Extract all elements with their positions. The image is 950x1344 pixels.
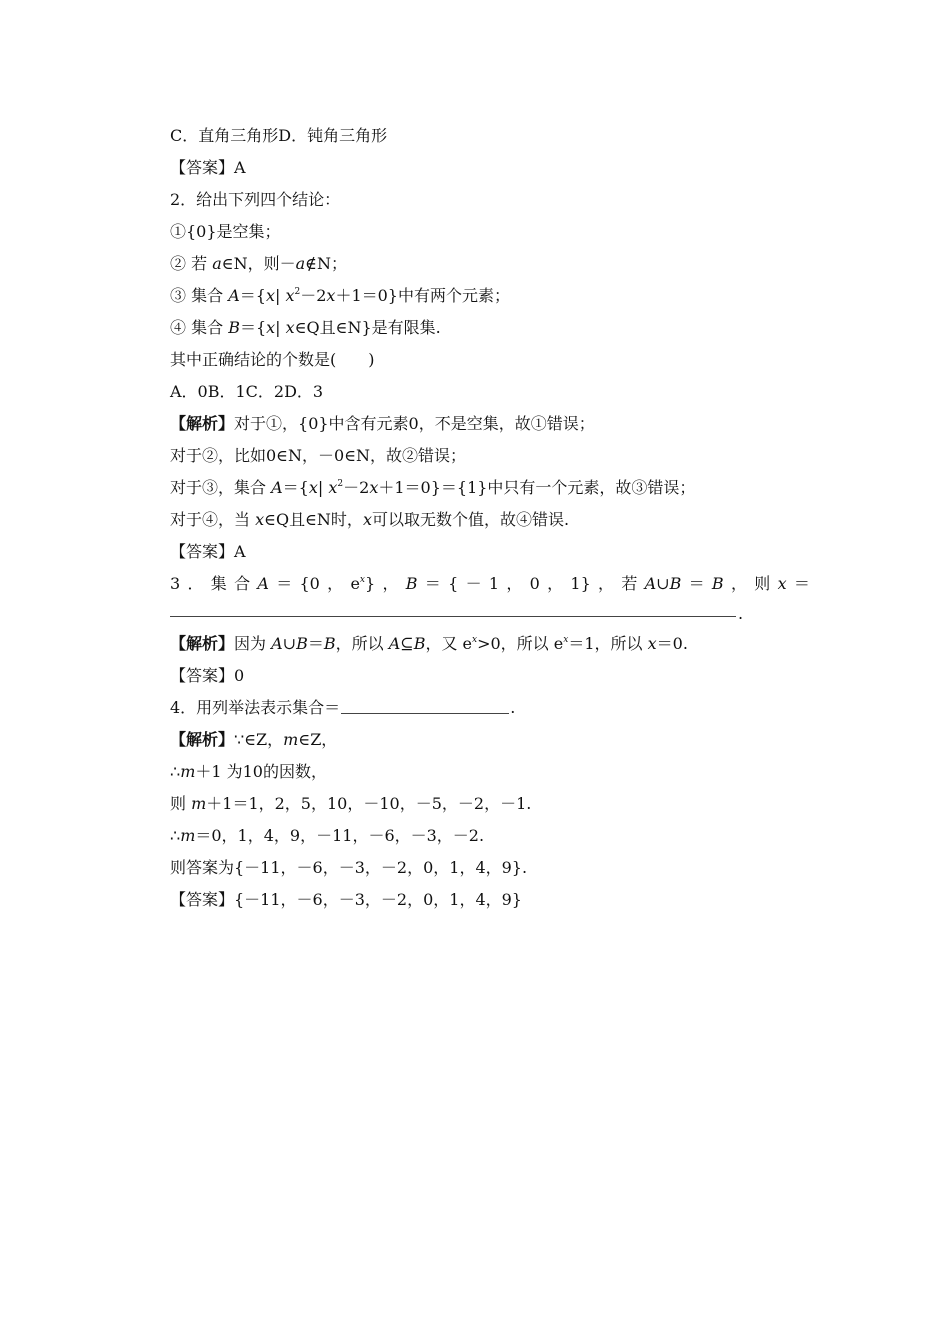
analysis-3: 【解析】因为 A∪B＝B，所以 A⊆B，又 $e^x>0$，所以 $e^x=1$，所以 x＝0. (170, 634, 688, 653)
answer-blank (341, 699, 509, 714)
analysis-2-line-3: 对于③，集合 A＝{x| $x^2-2x+1=0\}=\{1\}$中只有一个元素，故③错误； (170, 478, 696, 497)
question-2-ask: 其中正确结论的个数是( ) (170, 350, 375, 369)
question-3-stem: 3 ． 集 合 A ＝ {0 ， $e^x$} ， B ＝ { － 1 ， 0 ， 1} ， 若 A∪B ＝ B ， 则 x ＝ (170, 574, 810, 593)
statement-4: ④ 集合 B＝{x| x∈Q且∈N}是有限集. (170, 318, 441, 337)
answer-3: 【答案】0 (170, 666, 245, 685)
answer-2: 【答案】A (170, 542, 246, 561)
blank-period: . (738, 604, 744, 623)
analysis-4-line-2: ∴m＋1 为10的因数， (170, 762, 327, 781)
question-4-stem: 4．用列举法表示集合＝ . (170, 698, 516, 717)
question-2-stem: 2．给出下列四个结论： (170, 190, 341, 209)
statement-1: ①{0}是空集； (170, 222, 281, 241)
analysis-4-line-4: ∴m＝0，1，4，9，－11，－6，－3，－2. (170, 826, 485, 845)
statement-2: ② 若 a∈N，则－a∉N； (170, 254, 347, 273)
analysis-2-line-2: 对于②，比如0∈N，－0∈N，故②错误； (170, 446, 467, 465)
options-2: A．0B．1C．2D．3 (170, 382, 324, 401)
statement-3: ③ 集合 A＝{x| $x^2-2x+1=0$}中有两个元素； (170, 286, 510, 305)
option-line-cd: C．直角三角形D．钝角三角形 (170, 126, 388, 145)
answer-1: 【答案】A (170, 158, 246, 177)
analysis-4-line-3: 则 m＋1＝1，2，5，10，－10，－5，－2，－1. (170, 794, 532, 813)
analysis-4-line-1: 【解析】∵∈Z，m∈Z， (170, 730, 338, 749)
analysis-2-line-4: 对于④，当 x∈Q且∈N时，x可以取无数个值，故④错误. (170, 510, 570, 529)
answer-4: 【答案】{－11，－6，－3，－2，0，1，4，9} (170, 890, 522, 909)
answer-blank-line (170, 616, 736, 617)
analysis-4-line-5: 则答案为{－11，－6，－3，－2，0，1，4，9}. (170, 858, 528, 877)
analysis-2-line-1: 【解析】对于①，{0}中含有元素0，不是空集，故①错误； (170, 414, 595, 433)
